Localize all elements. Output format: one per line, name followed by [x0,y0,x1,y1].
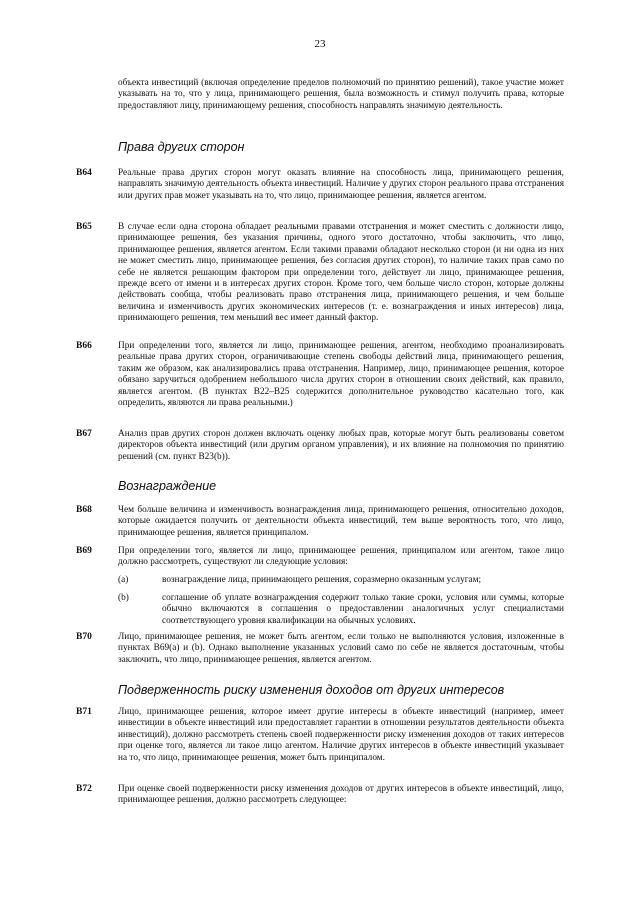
paragraph-b64: Реальные права других сторон могут оказать влияние на способность лица, принимающего решения, направлять значимую деятельность объекта инвестиций. Наличие у других сторон реального права отстранения или других прав может указывать на то, что лицо, принимающее решения, является агентом. [118,168,565,201]
paragraph-b68: Чем больше величина и изменчивость вознаграждения лица, принимающего решения, относительно доходов, которые ожидается получить от деятельности объекта инвестиций, тем выше вероятность того, что лицо, принимающее решения, является принципалом. [118,505,564,538]
paragraph-b69: При определении того, является ли лицо, принимающее решения, принципалом или агентом, такое лицо должно рассмотреть, существуют ли следующие условия: [118,546,564,568]
paragraph-label-b64: B64 [76,168,92,178]
page-number: 23 [314,38,326,50]
paragraph-label-b72: B72 [76,784,92,794]
section-heading-exposure-to-variability: Подверженность риску изменения доходов от других интересов [118,683,505,697]
sub-item-label-b: (b) [118,593,129,603]
paragraph-label-b66: B66 [76,341,92,351]
paragraph-b67: Анализ прав других сторон должен включать оценку любых прав, которые могут быть реализованы советом директоров объекта инвестиций (или другим органом управления), и их влияние на полномочия по принятию решений (см. пункт B23(b)). [118,429,564,462]
paragraph-label-b71: B71 [76,707,92,717]
paragraph-b71: Лицо, принимающее решения, которое имеет другие интересы в объекте инвестиций (например, имеет инвестиции в объекте инвестиций или предоставляет гарантии в отношении результатов деятельности объекта инвестиций), должно рассмотреть степень своей подверженности риску изменения доходов от таких интересов при оценке того, является ли такое лицо агентом. Наличие других интересов в объекте инвестиций указывает на то, что лицо, принимающее решения, может быть принципалом. [118,707,564,763]
paragraph-label-b68: B68 [76,505,92,515]
paragraph-label-b65: B65 [76,222,92,232]
sub-item-b: соглашение об уплате вознаграждения содержит только такие сроки, условия или суммы, которые обычно включаются в соглашения о предоставлении аналогичных услуг специалистами соответствующего уровня квалификации на обычных условиях. [162,593,564,626]
section-heading-rights-of-other-parties: Права других сторон [118,140,245,154]
intro-paragraph: объекта инвестиций (включая определение пределов полномочий по принятию решений), такое участие может указывать на то, что у лица, принимающего решения, была возможность и стимул получить права, которые предоставляют лицу, принимающему решения, способность направлять значимую деятельность. [118,78,564,111]
paragraph-label-b70: B70 [76,632,92,642]
paragraph-label-b69: B69 [76,546,92,556]
paragraph-label-b67: B67 [76,429,92,439]
sub-item-label-a: (a) [118,575,129,585]
sub-item-a: вознаграждение лица, принимающего решения, соразмерно оказанным услугам; [162,575,482,585]
section-heading-remuneration: Вознаграждение [118,479,217,493]
paragraph-b70: Лицо, принимающее решения, не может быть агентом, если только не выполняются условия, изложенные в пунктах B69(a) и (b). Однако выполнение указанных условий само по себе не является достаточным, чтобы заключить, что лицо, принимающее решения, является агентом. [118,632,564,665]
paragraph-b66: При определении того, является ли лицо, принимающее решения, агентом, необходимо проанализировать реальные права других сторон, ограничивающие степень свободы действий лица, принимающего решения, таким же образом, как анализировались права отстранения. Например, лицо, принимающее решения, которое обязано заручиться одобрением небольшого числа других сторон в отношении своих действий, как правило, является агентом. (В пунктах B22–B25 содержится дополнительное руководство касательно того, как определить, являются ли права реальными.) [118,341,564,409]
paragraph-b65: В случае если одна сторона обладает реальными правами отстранения и может сместить с должности лицо, принимающее решения, без указания причины, одного этого достаточно, чтобы заключить, что лицо, принимающее решения, является агентом. Если такими правами обладают несколько сторон (и ни одна из них не может сместить лицо, принимающее решения, без согласия других сторон), то наличие таких прав само по себе не является решающим фактором при определении того, действует ли лицо, принимающее решения, прежде всего от имени и в интересах других сторон. Кроме того, чем больше число сторон, которые должны действовать сообща, чтобы реализовать право отстранения лица, принимающего решения, и чем больше величина и изменчивость других экономических интересов (т. е. вознаграждения и иных интересов) лица, принимающего решения, тем меньший вес имеет данный фактор. [118,222,564,324]
paragraph-b72: При оценке своей подверженности риску изменения доходов от других интересов в объекте инвестиций, лицо, принимающее решения, должно рассмотреть следующее: [118,784,564,806]
